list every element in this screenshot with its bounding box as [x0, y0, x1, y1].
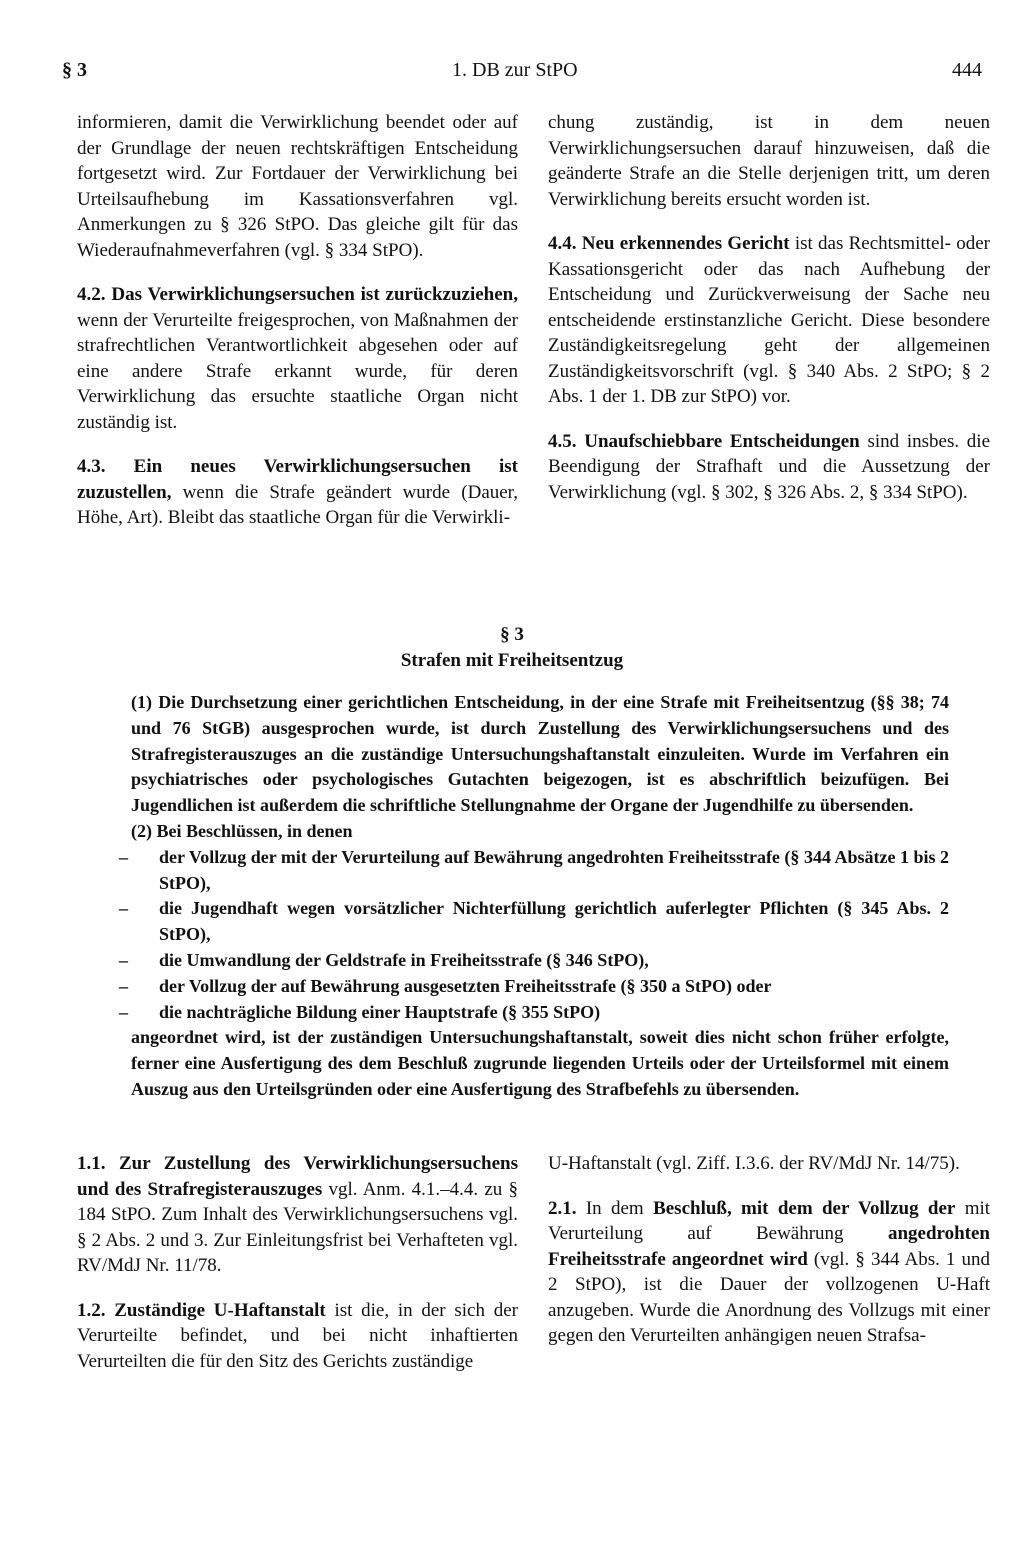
header-section-number: § 3 — [62, 59, 87, 81]
commentary-column-bottom-right — [548, 1151, 990, 1368]
commentary-column-bottom-left — [77, 1151, 518, 1393]
commentary-paragraph-4-3 — [77, 454, 518, 531]
section-heading — [0, 622, 1024, 673]
commentary-column-top-right — [548, 110, 990, 524]
commentary-column-top-left — [77, 110, 518, 550]
paragraph-text: In dem — [585, 1197, 644, 1219]
paragraph-text: (vgl. § 344 Abs. 1 und 2 StPO), ist die Dauer der vollzogenen U-Haft anzugeben. Wurde die Anordnung des Vollzugs mit einer gegen den Verurteilten anhängigen neuen Strafsa- — [548, 1248, 991, 1346]
paragraph-text: vgl. Anm. 4.1.–4.4. zu § 184 StPO. Zum Inhalt des Verwirklichungsersuchens vgl. § 2 Abs. 2 und 3. Zur Einleitungsfrist bei Verhafteten vgl. RV/MdJ Nr. 11/78. — [77, 1178, 518, 1276]
note-number: 4.4. — [548, 233, 577, 254]
page-number: 444 — [952, 59, 982, 81]
note-number: 4.5. — [548, 430, 577, 452]
paragraph-text: ist das Rechtsmittel- oder Kassationsgericht oder das nach Aufhebung der Entscheidung und Zurückverweisung der Sache neu entscheidende erstinstanzliche Gericht. Diese besondere Zuständigkeitsregelung geht der allgemeinen Zuständigkeitsvorschrift (vgl. § 340 Abs. 2 StPO; § 2 Abs. 1 der 1. DB zur StPO) vor. — [548, 233, 991, 407]
list-item: – der Vollzug der mit der Verurteilung auf Bewährung angedrohten Freiheitsstrafe (§ 344 Absätze 1 bis 2 StPO), — [131, 845, 949, 897]
statute-paragraph-2-intro: (2) Bei Beschlüssen, in denen — [131, 820, 353, 841]
list-item: – die nachträgliche Bildung einer Hauptstrafe (§ 355 StPO) — [131, 1000, 949, 1026]
section-number: § 3 — [500, 624, 524, 645]
commentary-paragraph-4-2 — [77, 282, 518, 435]
paragraph-text: sind insbes. die Beendigung der Strafhaft und die Aussetzung der Verwirklichung (vgl. § 302, § 326 Abs. 2, § 334 StPO). — [548, 430, 991, 503]
note-number: 4.2. — [77, 284, 106, 305]
bold-phrase: Zur Zustellung des Verwirklichungsersuchens und des Strafregisterauszuges — [77, 1153, 518, 1200]
list-item: – die Jugendhaft wegen vorsätzlicher Nichterfüllung gerichtlich auferlegter Pflichten (§ 345 Abs. 2 StPO), — [131, 896, 949, 948]
commentary-paragraph: informieren, damit die Verwirklichung beendet oder auf der Grundlage der neuen rechtskräftigen Entscheidung fortgesetzt wird. Zur Fortdauer der Verwirklichung bei Urteilsaufhebung im Kassationsverfahren vgl. Anmerkungen zu § 326 StPO. Das gleiche gilt für das Wiederaufnahmeverfahren (vgl. § 334 StPO). — [77, 112, 518, 261]
bold-phrase: angedrohten Freiheitsstrafe angeordnet wird — [548, 1223, 990, 1270]
running-title: 1. DB zur StPO — [452, 59, 578, 81]
statute-paragraph-2-close: angeordnet wird, ist der zuständigen Untersuchungshaftanstalt, soweit dies nicht schon früher erfolgte, ferner eine Ausfertigung des dem Beschluß zugrunde liegenden Urteils oder der Urteilsformel mit einem Auszug aus den Urteilsgründen oder eine Ausfertigung des Strafbefehls zu übersenden. — [131, 1027, 949, 1099]
commentary-paragraph-2-1 — [548, 1196, 990, 1349]
statute-list — [131, 845, 949, 1026]
paragraph-text: wenn die Strafe geändert wurde (Dauer, Höhe, Art). Bleibt das staatliche Organ für die Verwirkli- — [77, 481, 518, 528]
bold-phrase: Zuständige U-Haftanstalt — [114, 1299, 326, 1321]
bold-phrase: Das Verwirklichungsersuchen ist zurückzuziehen, — [111, 284, 518, 305]
commentary-paragraph-4-5 — [548, 429, 990, 506]
paragraph-text: mit Verurteilung auf Bewährung — [548, 1197, 991, 1244]
commentary-paragraph: U-Haftanstalt (vgl. Ziff. I.3.6. der RV/MdJ Nr. 14/75). — [548, 1153, 960, 1174]
statute-paragraph-1: (1) Die Durchsetzung einer gerichtlichen Entscheidung, in der eine Strafe mit Freiheitsentzug (§§ 38; 74 und 76 StGB) ausgesprochen wurde, ist durch Zustellung des Verwirklichungsersuchens und des Strafregisterauszuges an die zuständige Untersuchungshaftanstalt einzuleiten. Wurde im Verfahren ein psychiatrisches oder psychologisches Gutachten beigezogen, ist es abschriftlich beizufügen. Bei Jugendlichen ist außerdem die schriftliche Stellungnahme der Organe der Jugendhilfe zu übersenden. — [131, 692, 949, 816]
commentary-paragraph-4-4 — [548, 231, 990, 410]
paragraph-text: ist die, in der sich der Verurteilte befindet, und bei nicht inhaftierten Verurteilten die für den Sitz des Gerichts zuständige — [77, 1299, 518, 1372]
section-title: Strafen mit Freiheitsentzug — [400, 649, 624, 671]
commentary-paragraph-1-2 — [77, 1298, 518, 1375]
bold-phrase: Unaufschiebbare Entscheidungen — [584, 430, 860, 452]
statute-text — [131, 690, 949, 1103]
note-number: 2.1. — [548, 1197, 577, 1219]
note-number: 4.3. — [77, 456, 106, 477]
commentary-paragraph-1-1 — [77, 1151, 518, 1279]
paragraph-text: wenn der Verurteilte freigesprochen, von Maßnahmen der strafrechtlichen Verantwortlichkeit abgesehen oder auf eine andere Strafe erkannt wurde, für deren Verwirklichung das ersuchte staatliche Organ nicht zuständig ist. — [77, 309, 518, 433]
list-item: – die Umwandlung der Geldstrafe in Freiheitsstrafe (§ 346 StPO), — [131, 948, 949, 974]
bold-phrase: Ein neues Verwirklichungsersuchen ist zuzustellen, — [77, 456, 519, 503]
note-number: 1.2. — [77, 1299, 106, 1321]
bold-phrase: Beschluß, mit dem der Vollzug der — [653, 1197, 956, 1219]
commentary-paragraph: chung zuständig, ist in dem neuen Verwirklichungsersuchen darauf hinzuweisen, daß die geänderte Strafe an die Stelle derjenigen tritt, um deren Verwirklichung bereits ersucht worden ist. — [548, 112, 990, 210]
list-item: – der Vollzug der auf Bewährung ausgesetzten Freiheitsstrafe (§ 350 a StPO) oder — [131, 974, 949, 1000]
note-number: 1.1. — [77, 1153, 106, 1174]
bold-phrase: Neu erkennendes Gericht — [581, 233, 790, 254]
